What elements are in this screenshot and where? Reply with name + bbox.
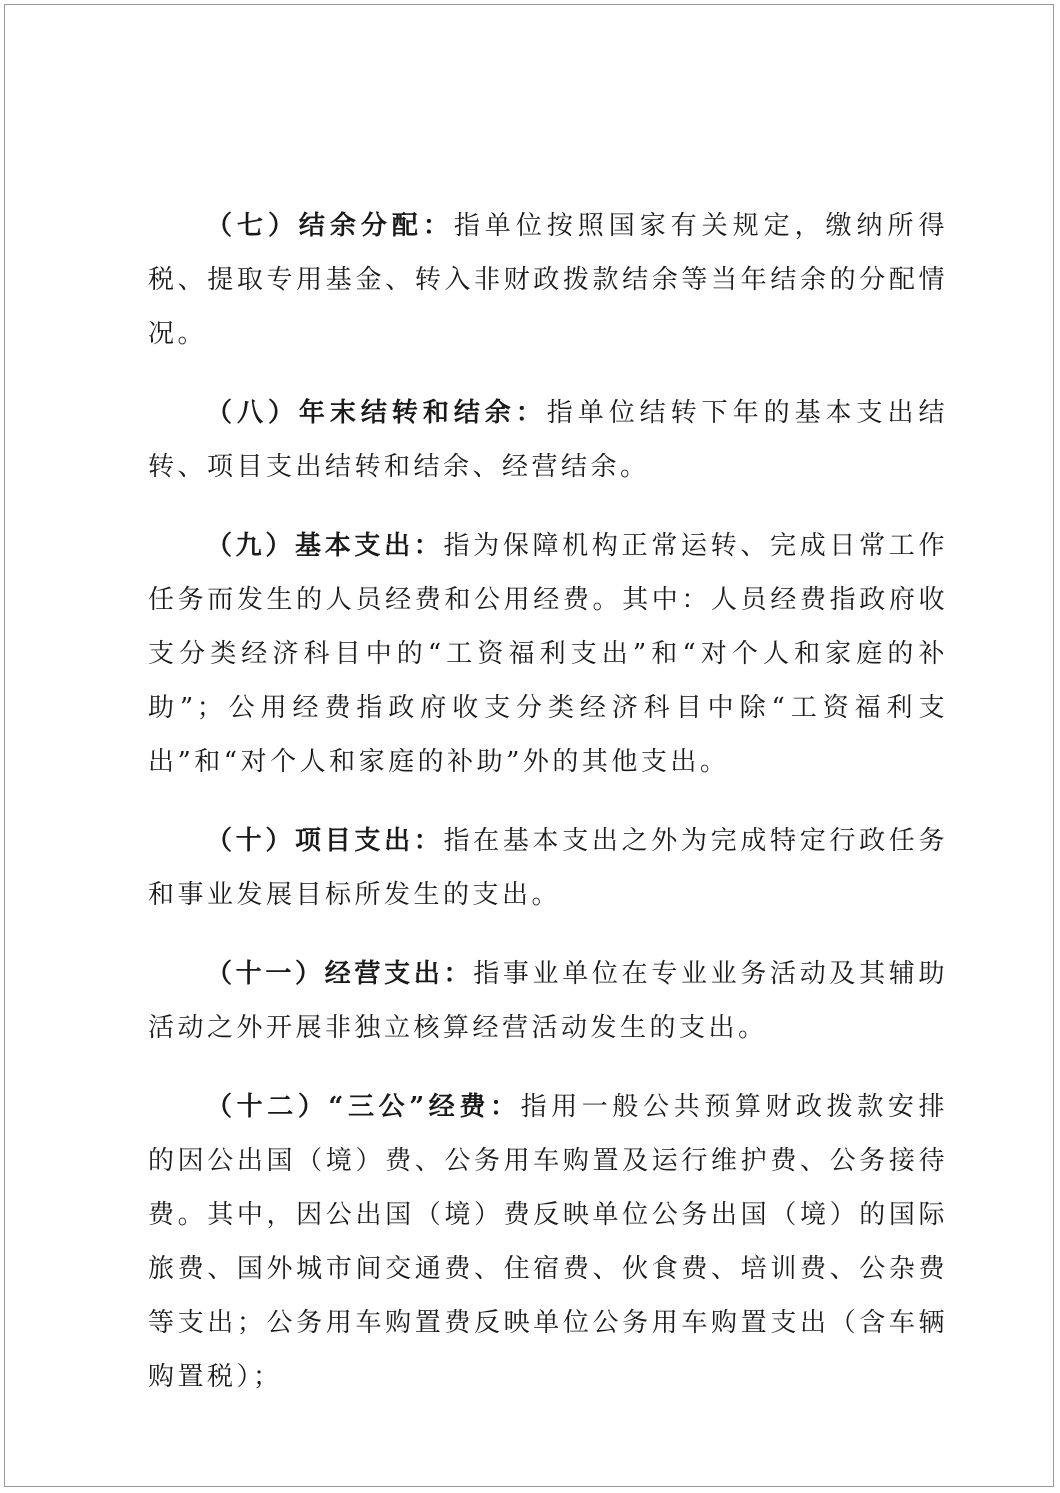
term-operating-expenditure: （十一）经营支出： bbox=[206, 959, 474, 989]
term-year-end-carryover: （八）年末结转和结余： bbox=[206, 398, 547, 428]
definition-project-expenditure: 指在基本支出之外为完成特定行政任务和事业发展目标所发生的支出。 bbox=[148, 826, 948, 910]
term-three-public-expenses: （十二）“三公”经费： bbox=[206, 1092, 521, 1122]
term-project-expenditure: （十）项目支出： bbox=[206, 826, 444, 856]
term-basic-expenditure: （九）基本支出： bbox=[206, 531, 444, 561]
paragraph-operating-expenditure bbox=[148, 947, 948, 1055]
paragraph-three-public-expenses bbox=[148, 1080, 948, 1404]
term-balance-distribution: （七）结余分配： bbox=[206, 211, 454, 241]
paragraph-basic-expenditure bbox=[148, 519, 948, 789]
document-body bbox=[148, 199, 948, 1429]
paragraph-year-end-carryover bbox=[148, 386, 948, 494]
paragraph-balance-distribution bbox=[148, 199, 948, 361]
definition-operating-expenditure: 指事业单位在专业业务活动及其辅助活动之外开展非独立核算经营活动发生的支出。 bbox=[148, 959, 948, 1043]
definition-three-public-expenses: 指用一般公共预算财政拨款安排的因公出国（境）费、公务用车购置及运行维护费、公务接待费。其中，因公出国（境）费反映单位公务出国（境）的国际旅费、国外城市间交通费、住宿费、伙食费、培训费、公杂费等支出；公务用车购置费反映单位公务用车购置支出（含车辆购置税）； bbox=[148, 1092, 948, 1392]
definition-year-end-carryover: 指单位结转下年的基本支出结转、项目支出结转和结余、经营结余。 bbox=[148, 398, 948, 482]
paragraph-project-expenditure bbox=[148, 814, 948, 922]
definition-balance-distribution: 指单位按照国家有关规定，缴纳所得税、提取专用基金、转入非财政拨款结余等当年结余的分配情况。 bbox=[148, 211, 948, 349]
page-frame bbox=[4, 4, 1054, 1487]
definition-basic-expenditure: 指为保障机构正常运转、完成日常工作任务而发生的人员经费和公用经费。其中：人员经费指政府收支分类经济科目中的“工资福利支出”和“对个人和家庭的补助”；公用经费指政府收支分类经济科目中除“工资福利支出”和“对个人和家庭的补助”外的其他支出。 bbox=[148, 531, 948, 777]
